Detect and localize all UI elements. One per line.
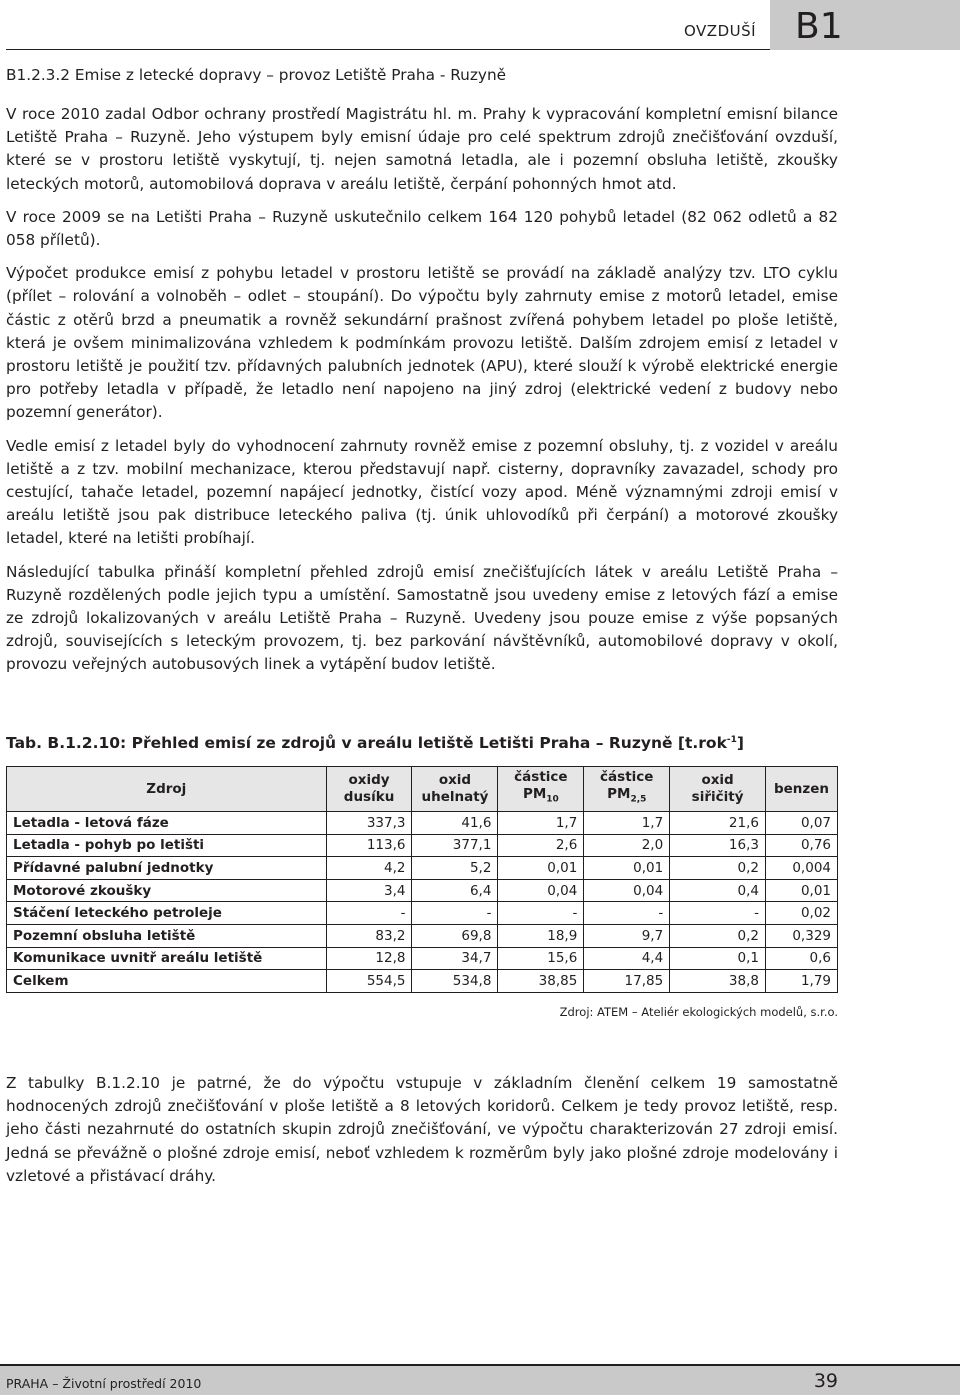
- table-cell: 38,85: [498, 970, 584, 993]
- col-header-so2: oxid siřičitý: [670, 767, 766, 812]
- table-row: [7, 924, 838, 947]
- table-cell: 0,01: [765, 879, 837, 902]
- table-cell: 1,7: [584, 812, 670, 835]
- col-header-benzene: benzen: [765, 767, 837, 812]
- col-header-nox: oxidy dusíku: [326, 767, 412, 812]
- table-cell: 0,01: [498, 857, 584, 880]
- footer-rule: [0, 1364, 960, 1366]
- closing-section: [6, 1072, 838, 1198]
- row-label: Pozemní obsluha letiště: [7, 924, 327, 947]
- col-header-source: Zdroj: [7, 767, 327, 812]
- table-cell: 0,2: [670, 924, 766, 947]
- table-header-row: [7, 767, 838, 812]
- table-cell: 0,07: [765, 812, 837, 835]
- table-cell: 83,2: [326, 924, 412, 947]
- table-source-note: Zdroj: ATEM – Ateliér ekologických modelů, s.r.o.: [559, 1005, 838, 1019]
- table-row: [7, 857, 838, 880]
- table-cell: 3,4: [326, 879, 412, 902]
- footer-text: PRAHA – Životní prostředí 2010: [6, 1376, 202, 1391]
- chapter-code: B1: [795, 6, 843, 47]
- table-cell: 0,1: [670, 947, 766, 970]
- table-row: [7, 834, 838, 857]
- table-cell: 21,6: [670, 812, 766, 835]
- table-body: [7, 812, 838, 993]
- table-cell: 337,3: [326, 812, 412, 835]
- table-row: [7, 902, 838, 925]
- table-cell: 0,6: [765, 947, 837, 970]
- table-cell: 2,6: [498, 834, 584, 857]
- table-row: [7, 812, 838, 835]
- row-label: Letadla - pohyb po letišti: [7, 834, 327, 857]
- table-cell: 0,02: [765, 902, 837, 925]
- chapter-label: OVZDUŠÍ: [684, 22, 757, 40]
- table-cell: 5,2: [412, 857, 498, 880]
- table-cell: 34,7: [412, 947, 498, 970]
- row-label: Stáčení leteckého petroleje: [7, 902, 327, 925]
- table-cell: 9,7: [584, 924, 670, 947]
- table-cell: 41,6: [412, 812, 498, 835]
- col-header-pm10-base: částice PM: [514, 769, 568, 803]
- row-label: Komunikace uvnitř areálu letiště: [7, 947, 327, 970]
- closing-paragraph: Z tabulky B.1.2.10 je patrné, že do výpočtu vstupuje v základním členění celkem 19 samostatně hodnocených zdrojů znečišťování v ploše letiště a 8 letových koridorů. Celkem je tedy provoz letiště, resp. jeho části nezahrnuté do ostatních skupin zdrojů znečišťování, ve výpočtu charakterizován 27 zdroji emisí. Jedná se převážně o plošné zdroje emisí, neboť vzhledem k rozměrům byly jako plošné zdroje modelovány i vzletové a přistávací dráhy.: [6, 1074, 838, 1185]
- table-cell: 12,8: [326, 947, 412, 970]
- table-cell: 0,004: [765, 857, 837, 880]
- row-label: Letadla - letová fáze: [7, 812, 327, 835]
- table-row: [7, 970, 838, 993]
- table-cell: 18,9: [498, 924, 584, 947]
- table-cell: 377,1: [412, 834, 498, 857]
- section-title: B1.2.3.2 Emise z letecké dopravy – provoz Letiště Praha - Ruzyně: [6, 66, 507, 84]
- table-cell: 0,2: [670, 857, 766, 880]
- table-cell: 554,5: [326, 970, 412, 993]
- page-number: 39: [813, 1370, 838, 1392]
- paragraph: Výpočet produkce emisí z pohybu letadel v prostoru letiště se provádí na základě analýzy tzv. LTO cyklu (přílet – rolování a volnoběh – odlet – stoupání). Do výpočtu byly zahrnuty emise z motorů letadel, emise částic z otěrů brzd a pneumatik a rovněž sekundární prašnost zvířená pohybem letadel po ploše letiště, která je ovšem minimalizována vzhledem k podmínkám provozu letiště. Dalším zdrojem emisí z letadel v prostoru letiště je použití tzv. přídavných palubních jednotek (APU), které slouží k výrobě elektrické energie pro potřeby letadla v případě, že letadlo není napojeno na jiný zdroj (elektrické vedení z budovy nebo pozemní generátor).: [6, 264, 838, 422]
- table-cell: 0,01: [584, 857, 670, 880]
- table-cell: 113,6: [326, 834, 412, 857]
- header-rule: [6, 49, 770, 50]
- col-header-pm10: [498, 767, 584, 812]
- row-label: Motorové zkoušky: [7, 879, 327, 902]
- table-row: [7, 947, 838, 970]
- table-cell: 1,79: [765, 970, 837, 993]
- table-cell: 4,2: [326, 857, 412, 880]
- table-cell: 0,04: [584, 879, 670, 902]
- table-cell: 0,04: [498, 879, 584, 902]
- table-cell: -: [498, 902, 584, 925]
- table-cell: -: [412, 902, 498, 925]
- table-cell: 16,3: [670, 834, 766, 857]
- table-cell: 1,7: [498, 812, 584, 835]
- paragraph: V roce 2010 zadal Odbor ochrany prostředí Magistrátu hl. m. Prahy k vypracování kompletní emisní bilance Letiště Praha – Ruzyně. Jeho výstupem byly emisní údaje pro celé spektrum zdrojů znečišťování ovzduší, které se v prostoru letiště vyskytují, tj. nejen samotná letadla, ale i pozemní obsluha letiště, zkoušky leteckých motorů, automobilová doprava v areálu letiště, čerpání pohonných hmot atd.: [6, 105, 838, 193]
- table-caption-main: Tab. B.1.2.10: Přehled emisí ze zdrojů v areálu letiště Letišti Praha – Ruzyně [t.rok: [6, 734, 727, 752]
- col-header-pm10-sub: 10: [546, 794, 559, 805]
- table-cell: 0,4: [670, 879, 766, 902]
- table-cell: 38,8: [670, 970, 766, 993]
- table-cell: 0,329: [765, 924, 837, 947]
- col-header-pm25-base: částice PM: [600, 769, 654, 803]
- table-caption-end: ]: [736, 734, 744, 752]
- table-cell: 534,8: [412, 970, 498, 993]
- table-cell: 6,4: [412, 879, 498, 902]
- table-cell: 69,8: [412, 924, 498, 947]
- table-caption: [6, 734, 744, 752]
- paragraph: Následující tabulka přináší kompletní přehled zdrojů emisí znečišťujících látek v areálu Letiště Praha – Ruzyně rozdělených podle jejich typu a umístění. Samostatně jsou uvedeny emise z letových fází a emise ze zdrojů lokalizovaných v areálu Letiště Praha – Ruzyně. Uvedeny jsou pouze emise z výše popsaných zdrojů, souvisejících s leteckým provozem, tj. bez parkování návštěvníků, automobilové dopravy v okolí, provozu veřejných autobusových linek a vytápění budov letiště.: [6, 562, 838, 674]
- table-caption-sup: -1: [726, 734, 737, 745]
- paragraph: V roce 2009 se na Letišti Praha – Ruzyně uskutečnilo celkem 164 120 pohybů letadel (82 062 odletů a 82 058 příletů).: [6, 207, 838, 250]
- table-cell: 15,6: [498, 947, 584, 970]
- table-cell: -: [670, 902, 766, 925]
- row-label: Celkem: [7, 970, 327, 993]
- table-cell: 17,85: [584, 970, 670, 993]
- section-body: [6, 64, 838, 687]
- col-header-pm25-sub: 2,5: [630, 794, 647, 805]
- col-header-pm25: [584, 767, 670, 812]
- emissions-table: [6, 766, 838, 993]
- table-cell: -: [326, 902, 412, 925]
- table-row: [7, 879, 838, 902]
- table-cell: 4,4: [584, 947, 670, 970]
- table-cell: 0,76: [765, 834, 837, 857]
- table-cell: 2,0: [584, 834, 670, 857]
- paragraph: Vedle emisí z letadel byly do vyhodnocení zahrnuty rovněž emise z pozemní obsluhy, tj. z vozidel v areálu letiště a z tzv. mobilní mechanizace, kterou představují např. cisterny, dopravníky zavazadel, schody pro cestující, tahače letadel, pozemní napájecí jednotky, čistící vozy apod. Méně významnými zdroji emisí v areálu letiště jsou pak distribuce leteckého paliva (tj. únik uhlovodíků při čerpání) a motorové zkoušky letadel, které na letišti probíhají.: [6, 436, 838, 548]
- row-label: Přídavné palubní jednotky: [7, 857, 327, 880]
- col-header-co: oxid uhelnatý: [412, 767, 498, 812]
- table-cell: -: [584, 902, 670, 925]
